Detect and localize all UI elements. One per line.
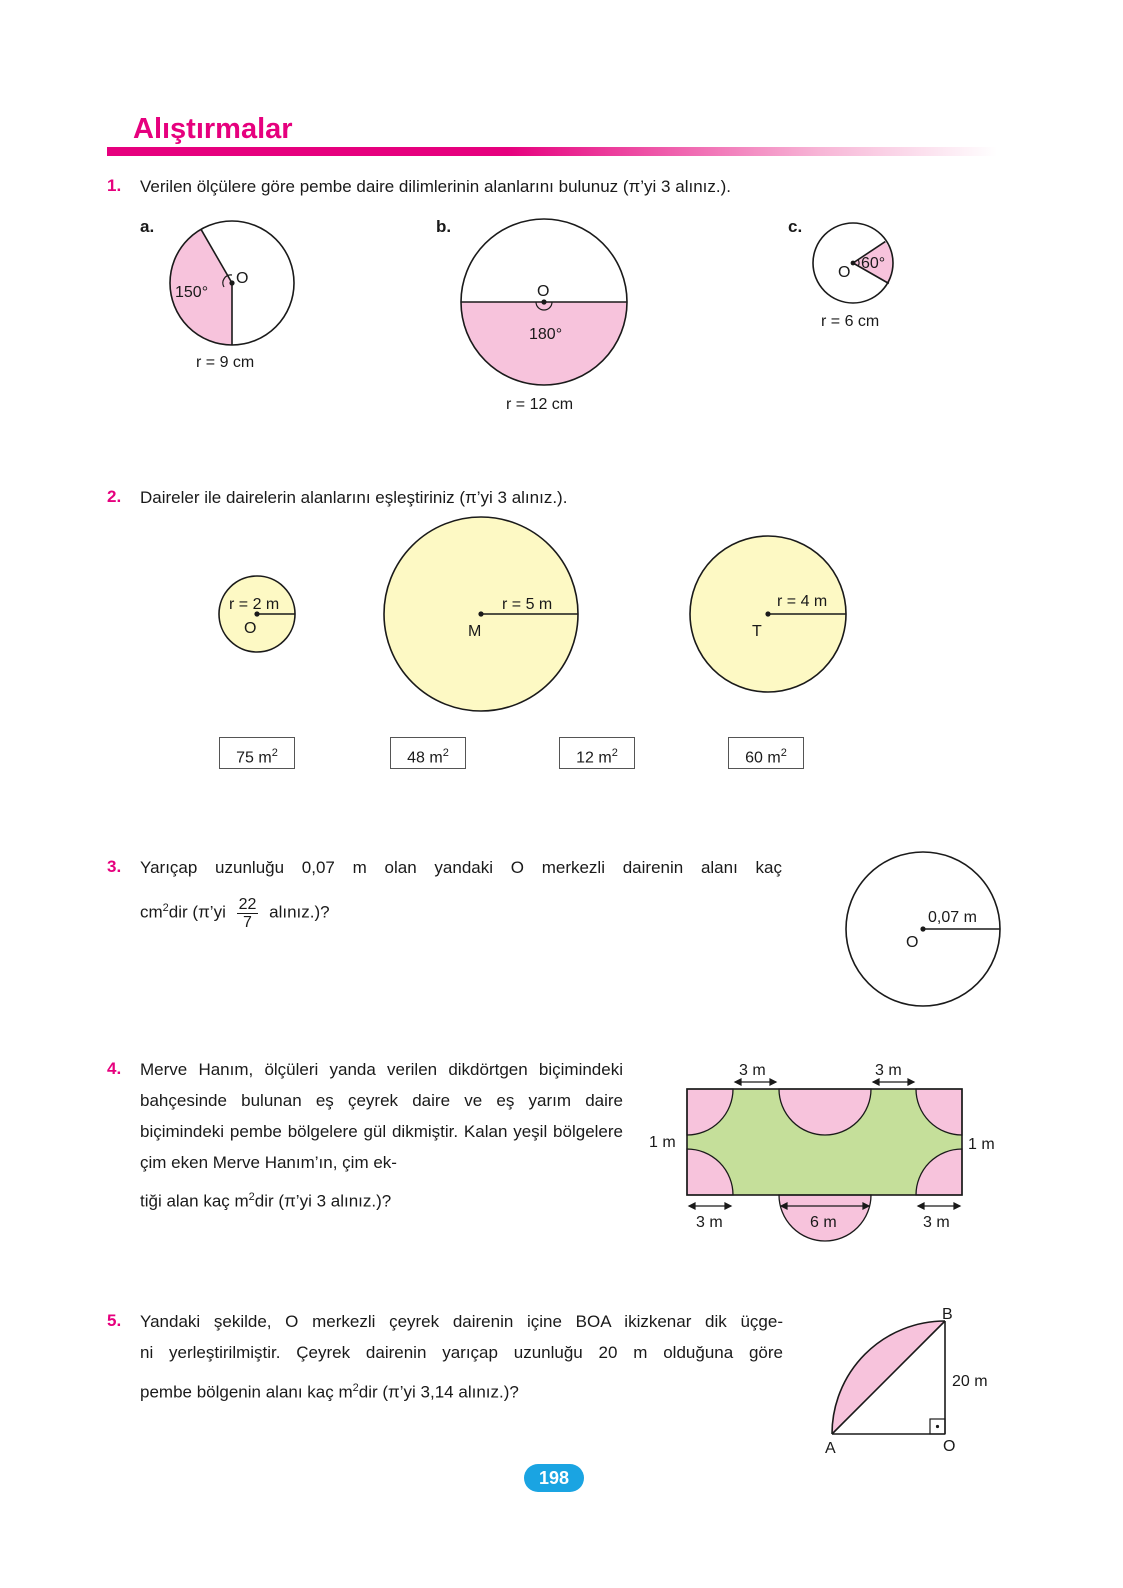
question-3-line1: Yarıçap uzunluğu 0,07 m olan yandaki O merkezli dairenin alanı kaç — [140, 858, 782, 877]
page-number-badge: 198 — [524, 1464, 584, 1492]
question-4-number: 4. — [107, 1059, 122, 1078]
question-3-line2: $cm^2dir$ (π’yi $\frac{22}{7}$ alınız.)? — [140, 895, 330, 931]
q1-c-label: c. — [788, 217, 803, 236]
question-5-line1: Yandaki şekilde, O merkezli çeyrek dairenin içine BOA ikizkenar dik üçge- — [140, 1312, 783, 1331]
fraction-22-7: $\frac{22}{7}$ — [238, 895, 257, 931]
q5-point-o: O — [943, 1438, 956, 1455]
q4-top-right-dim: 3 m — [875, 1062, 902, 1079]
q2-circle-o-center: O — [244, 620, 257, 637]
q1-c-radius-label: r = 6 cm — [821, 313, 880, 330]
q2-circle-m-center: M — [468, 623, 482, 640]
q1-b-radius-label: r = 12 cm — [506, 396, 574, 413]
question-2-text: Daireler ile dairelerin alanlarını eşleştiriniz (π’yi 3 alınız.). — [140, 488, 568, 507]
q2-option-box[interactable]: 48 $m^2$ — [390, 737, 466, 769]
q2-figures — [200, 520, 880, 720]
q1-a-label: a. — [140, 217, 155, 236]
q2-option-box[interactable]: 60 $m^2$ — [728, 737, 804, 769]
q1-b-label: b. — [436, 217, 452, 236]
q3-radius-label: 0,07 m — [928, 909, 977, 926]
q5-side-label: 20 m — [952, 1373, 988, 1390]
question-5-line3: pembe bölgenin alanı kaç $m^2dir$ (π’yi 3,14 alınız.)? — [140, 1382, 519, 1402]
q1-c-angle-label: 60° — [861, 255, 886, 272]
q1-a-radius-label: r = 9 cm — [196, 354, 255, 371]
q5-figure — [820, 1300, 1010, 1470]
q5-point-a: A — [825, 1440, 836, 1457]
question-3-number: 3. — [107, 857, 122, 876]
question-5-line2: ni yerleştirilmiştir. Çeyrek dairenin yarıçap uzunluğu 20 m olduğuna göre — [140, 1343, 783, 1362]
q2-circle-o-radius: r = 2 m — [229, 596, 280, 613]
q1-b-angle-label: 180° — [529, 326, 563, 343]
q4-right-dim: 1 m — [968, 1136, 995, 1153]
q2-circle-t-radius: r = 4 m — [777, 593, 828, 610]
q5-point-b: B — [942, 1306, 953, 1323]
q1-c-figure — [805, 215, 915, 340]
question-1-text: Verilen ölçülere göre pembe daire dilimlerinin alanlarını bulunuz (π’yi 3 alınız.). — [140, 177, 731, 196]
question-4-last-line: tiği alan kaç $m^2dir$ (π’yi 3 alınız.)? — [140, 1191, 392, 1211]
q2-option-box[interactable]: 75 $m^2$ — [219, 737, 295, 769]
question-2-number: 2. — [107, 487, 122, 506]
page-title: Alıştırmalar — [133, 113, 293, 145]
question-1-number: 1. — [107, 176, 122, 195]
q4-bottom-mid-dim: 6 m — [810, 1214, 837, 1231]
q4-left-dim: 1 m — [649, 1134, 676, 1151]
q1-b-pink-semicircle — [461, 302, 627, 385]
question-5-number: 5. — [107, 1311, 122, 1330]
q2-circle-m-radius: r = 5 m — [502, 596, 553, 613]
q4-bottom-left-dim: 3 m — [696, 1214, 723, 1231]
q4-bottom-right-dim: 3 m — [923, 1214, 950, 1231]
q3-center-label: O — [906, 934, 919, 951]
q1-b-center-label: O — [537, 283, 550, 300]
title-underline-bar — [107, 147, 997, 156]
q4-garden-figure — [640, 1055, 1010, 1240]
q3-figure — [840, 850, 1010, 1015]
q4-top-left-dim: 3 m — [739, 1062, 766, 1079]
q1-c-center-label: O — [838, 264, 851, 281]
q1-a-center-label: O — [236, 270, 249, 287]
q1-a-angle-label: 150° — [175, 284, 209, 301]
q2-circle-t-center: T — [752, 623, 762, 640]
q2-option-box[interactable]: 12 $m^2$ — [559, 737, 635, 769]
q1-b-figure — [450, 215, 640, 420]
question-4-text: Merve Hanım, ölçüleri yanda verilen dikdörtgen biçimindeki bahçesinde bulunan eş çeyrek daire ve eş yarım daire biçimindeki pembe bölgelere gül dikmiştir. Kalan yeşil bölgelere çim eken Merve Hanım’ın, çim ek- — [140, 1060, 623, 1172]
q1-a-figure — [160, 220, 300, 380]
